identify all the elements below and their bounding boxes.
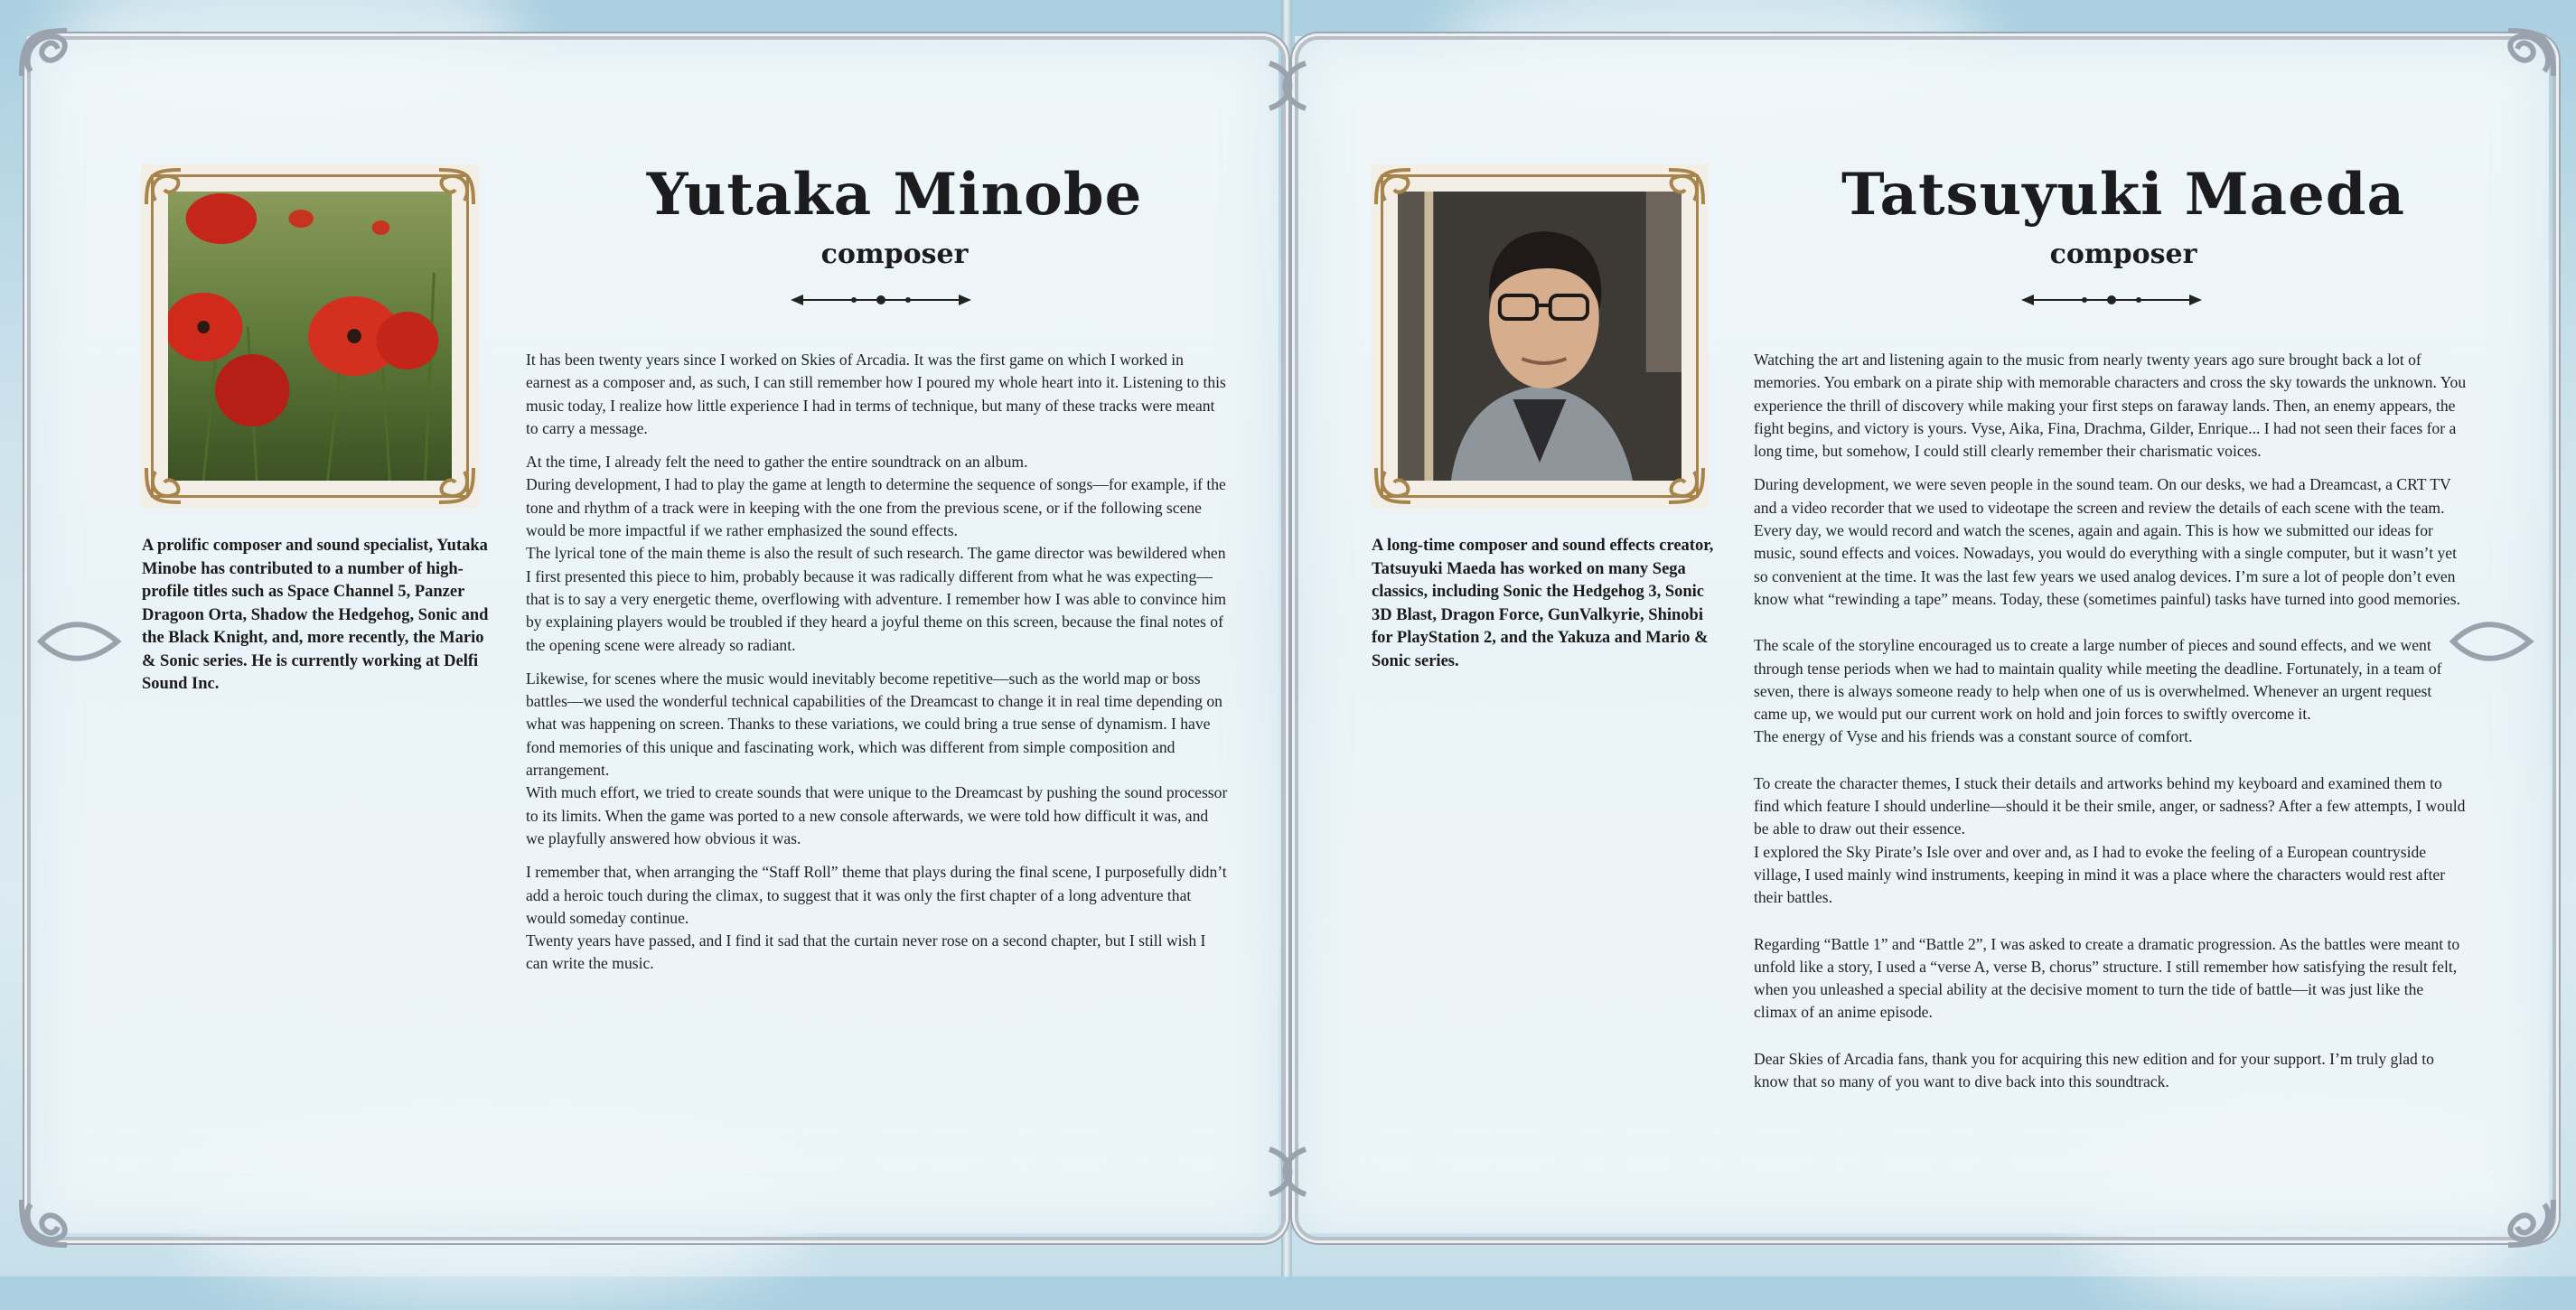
composer-message (1754, 349, 2468, 1104)
composer-photo-frame (141, 164, 479, 508)
message-paragraph: Dear Skies of Arcadia fans, thank you for acquiring this new edition and for your support. I’m truly glad to know that so many of you want to dive back into this soundtrack. (1754, 1049, 2434, 1091)
message-paragraph: At the time, I already felt the need to gather the entire soundtrack on an album. During development, I had to play the game at length to determine the sequence of songs—for example, if the tone and rhythm of a track were in keeping with the one from the previous scene, or if the following scene would be more impactful if we rather emphasized the sound effects. The lyrical tone of the main theme is also the result of such research. The game director was bewildered when I first presented this piece to him, probably because it was radically different from what he was expecting—that is to say a very energetic theme, overflowing with adventure. I remember how I was able to convince him by explaining players would be troubled if they heard a joyful theme on this screen, because the final notes of the opening scene were already so radiant. (526, 453, 1227, 654)
message-paragraph: The scale of the storyline encouraged us to create a large number of pieces and sound effects, and we went through tense periods when we had to maintain quality while meeting the deadline. Fortunately, in a team of seven, there is always someone ready to help when one of us is overwhelmed. Whenever an urgent request came up, we would put our current work on hold and join forces to swiftly overcome it. The energy of Vyse and his friends was a constant source of comfort. (1754, 636, 2442, 746)
frame-corner-ornament (436, 464, 477, 506)
celtic-knot-ornament (1256, 54, 1319, 117)
arrow-divider-ornament (2021, 289, 2202, 311)
composer-message (526, 349, 1231, 987)
message-paragraph: Watching the art and listening again to the music from nearly twenty years ago sure brought back a lot of memories. You embark on a pirate ship with memorable characters and cross the sky towards the unknown. You experience the thrill of discovery while making your first steps on faraway lands. Then, an enemy appears, the fight begins, and victory is yours. Vyse, Aika, Fina, Drachma, Gilder, Enrique... I had not seen their faces for a long time, but somehow, I could still clearly remember their charismatic voices. (1754, 351, 2467, 461)
side-ornament (36, 614, 126, 669)
frame-corner-ornament (1665, 464, 1707, 506)
message-paragraph: It has been twenty years since I worked on Skies of Arcadia. It was the first game on which I worked in earnest as a composer and, as such, I can still remember how I poured my whole heart into it. Listening to this music today, I realize how little experience I had in terms of technique, but many of these tracks were meant to carry a message. (526, 351, 1226, 437)
celtic-knot-ornament (2499, 22, 2562, 85)
message-paragraph: To create the character themes, I stuck their details and artworks behind my keyboard and examined them to find which feature I should underline—should it be their smile, anger, or sadness? After a few attempts, I would be able to draw out their essence. I explored the Sky Pirate’s Isle over and over and, as I had to evoke the feeling of a European countryside village, I used mainly wind instruments, keeping in mind it was a place where the characters would rest after their battles. (1754, 773, 2466, 907)
composer-name: Yutaka Minobe (646, 161, 1143, 229)
message-paragraph: Likewise, for scenes where the music would inevitably become repetitive—such as the world map or boss battles—we used the wonderful technical capabilities of the Dreamcast to change it in real time depending on what was happening on screen. Thanks to these variations, we could bring a true sense of dynamism. I have fond memories of this unique and fascinating work, which was different from simple composition and arrangement. With much effort, we tried to create sounds that were unique to the Dreamcast by pushing the sound processor to its limits. When the game was ported to a new console afterwards, we were told how difficult it was, and we playfully answered how obvious it was. (526, 669, 1228, 847)
frame-corner-ornament (143, 464, 184, 506)
composer-name: Tatsuyuki Maeda (1841, 161, 2405, 229)
frame-corner-ornament (143, 166, 184, 208)
celtic-knot-ornament (13, 22, 76, 85)
composer-bio: A long-time composer and sound effects creator, Tatsuyuki Maeda has worked on many Sega classics, including Sonic the Hedgehog 3, Sonic 3D Blast, Dragon Force, GunValkyrie, Shinobi for PlayStation 2, and the Yakuza and Mario & Sonic series. (1372, 537, 1714, 670)
man-portrait-photo (1398, 192, 1681, 481)
celtic-knot-ornament (2499, 1191, 2562, 1254)
composer-photo-frame (1371, 164, 1709, 508)
composer-role: composer (2049, 239, 2197, 270)
celtic-knot-ornament (13, 1191, 76, 1254)
celtic-knot-ornament (1256, 1140, 1319, 1203)
frame-corner-ornament (1372, 166, 1414, 208)
frame-corner-ornament (1372, 464, 1414, 506)
message-paragraph: I remember that, when arranging the “Staff Roll” theme that plays during the final scene, I purposefully didn’t add a heroic touch during the climax, to suggest that it was only the first chapter of a long adventure that would someday continue. Twenty years have passed, and I find it sad that the curtain never rose on a second chapter, but I still wish I can write the music. (526, 863, 1227, 973)
composer-bio: A prolific composer and sound specialist, Yutaka Minobe has contributed to a number of high-profile titles such as Space Channel 5, Panzer Dragoon Orta, Shadow the Hedgehog, Sonic and the Black Knight, and, more recently, the Mario & Sonic series. He is currently working at Delfi Sound Inc. (142, 537, 489, 693)
message-paragraph: Regarding “Battle 1” and “Battle 2”, I was asked to create a dramatic progression. As the battles were meant to unfold like a story, I used a “verse A, verse B, chorus” structure. I still remember how satisfying the result felt, when you unleashed a special ability at the decisive moment to turn the tide of battle—it was just like the climax of an anime episode. (1754, 934, 2460, 1022)
arrow-divider-ornament (791, 289, 971, 311)
frame-corner-ornament (436, 166, 477, 208)
composer-role: composer (820, 239, 969, 270)
message-paragraph: During development, we were seven people in the sound team. On our desks, we had a Dreamcast, a CRT TV and a video recorder that we used to videotape the screen and review the details of each scene with the team. Every day, we would record and watch the scenes, again and again. This is how we submitted our ideas for music, sound effects and voices. Nowadays, you would do everything with a single computer, but it wasn’t yet so convenient at the time. It was the last few years we used analog devices. I’m sure a lot of people don’t even know what “rewinding a tape” means. Today, these (sometimes painful) tasks have turned into good memories. (1754, 475, 2460, 608)
frame-corner-ornament (1665, 166, 1707, 208)
poppy-flowers-photo (168, 192, 452, 481)
